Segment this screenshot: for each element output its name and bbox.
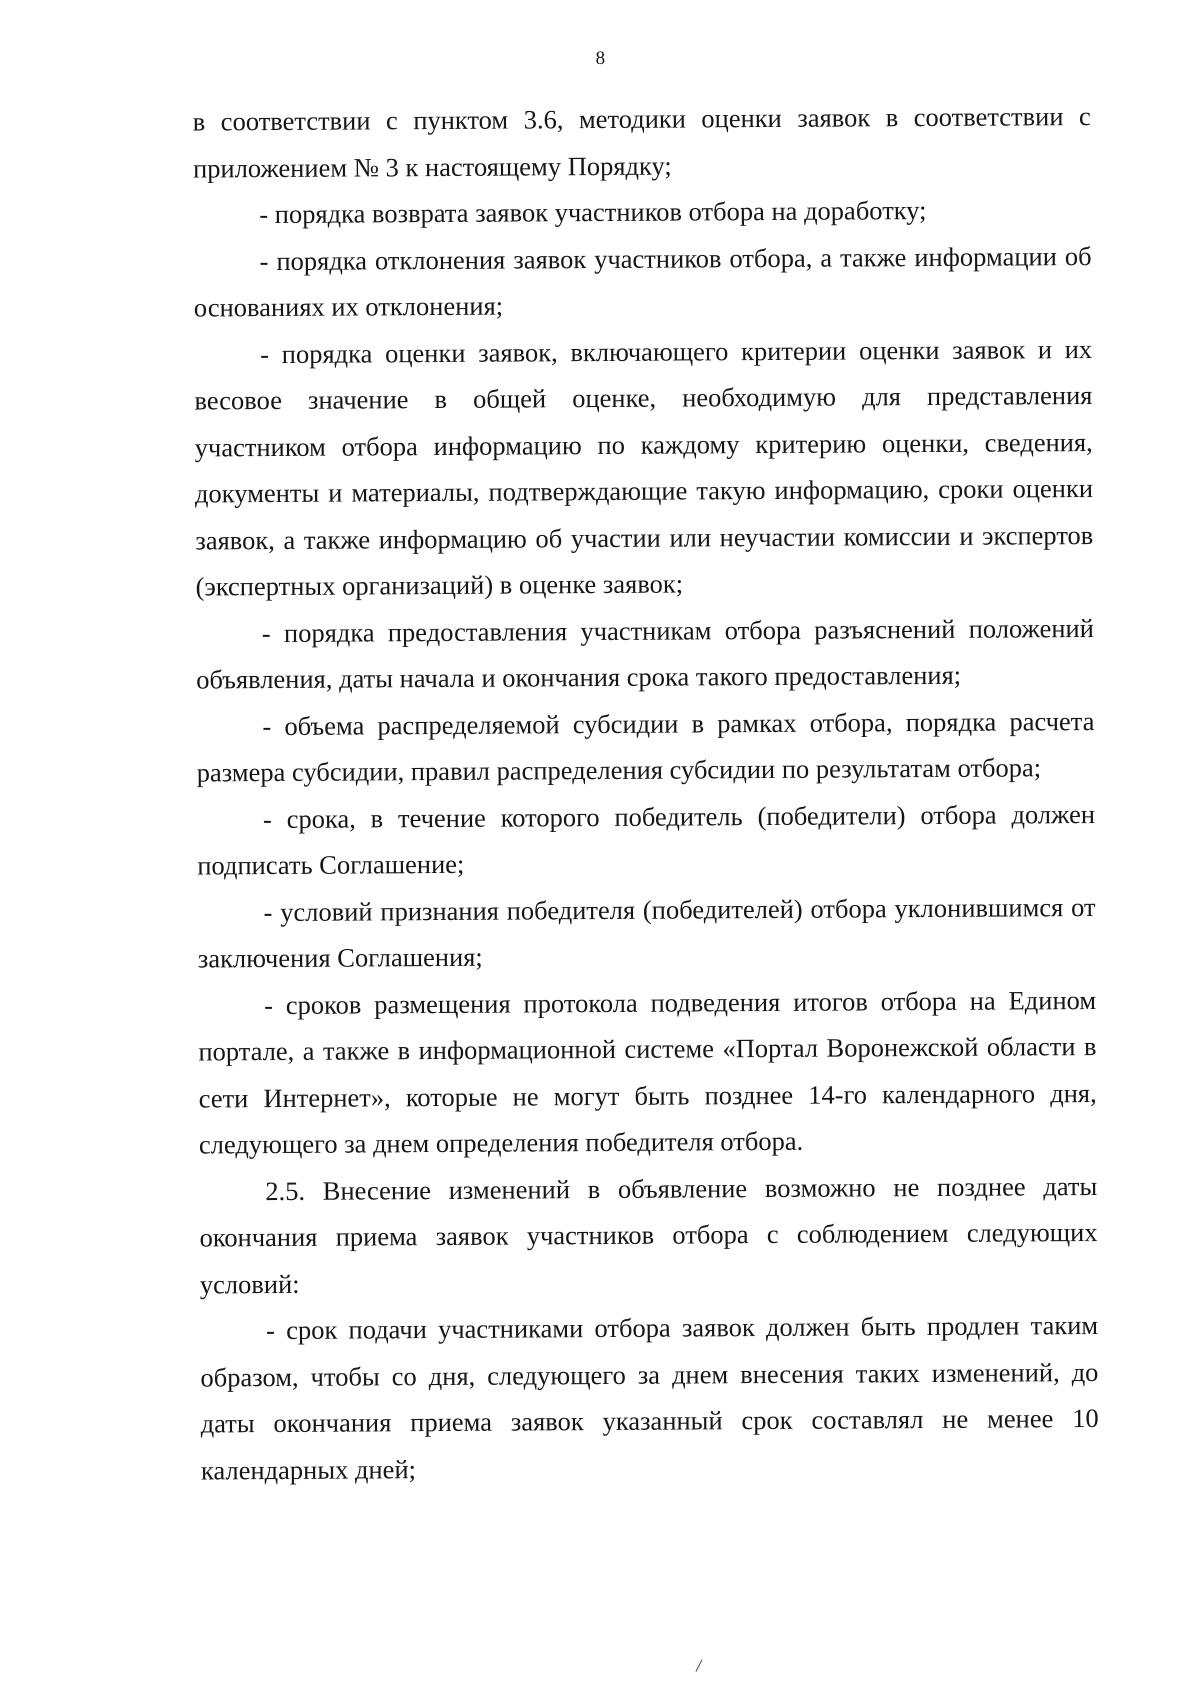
page-number: 8 bbox=[595, 47, 606, 70]
paragraph-item-signing-term: - срока, в течение которого победитель (победители) отбора должен подписать Соглашение; bbox=[197, 798, 1096, 881]
document-body bbox=[1, 92, 1200, 1494]
paragraph-item-clarifications: - порядка предоставления участникам отбора разъяснений положений объявления, даты начала и окончания срока такого предоставления; bbox=[196, 612, 1094, 695]
paragraph-item-evasion-conditions: - условий признания победителя (победителей) отбора уклонившимся от заключения Соглашения; bbox=[197, 891, 1096, 974]
paragraph-item-subsidy-volume: - объема распределяемой субсидии в рамках отбора, порядка расчета размера субсидии, правил распределения субсидии по результатам отбора; bbox=[196, 705, 1095, 788]
paragraph-item-protocol-publication: - сроков размещения протокола подведения итогов отбора на Едином портале, а также в информационной системе «Портал Воронежской области в сети Интернет», которые не могут быть позднее 14-го календарного дня, следующего за днем определения победителя отбора. bbox=[198, 984, 1097, 1160]
paragraph-item-return-order: - порядка возврата заявок участников отбора на доработку; bbox=[259, 195, 927, 230]
footer-mark: / bbox=[696, 1655, 702, 1676]
paragraph-section-2-5: 2.5. Внесение изменений в объявление возможно не позднее даты окончания приема заявок участников отбора с соблюдением следующих условий: bbox=[199, 1170, 1098, 1299]
paragraph-continuation: в соответствии с пунктом 3.6, методики оценки заявок в соответствии с приложением № 3 к настоящему Порядку; bbox=[192, 101, 1091, 183]
paragraph-item-evaluation-order: - порядка оценки заявок, включающего критерии оценки заявок и их весовое значение в общей оценке, необходимую для представления участником отбора информацию по каждому критерию оценки, сведения, документы и материалы, подтверждающие такую информацию, сроки оценки заявок, а также информацию об участии или неучастии комиссии и экспертов (экспертных организаций) в оценке заявок; bbox=[194, 333, 1094, 602]
paragraph-item-rejection-order: - порядка отклонения заявок участников отбора, а также информации об основаниях их отклонения; bbox=[193, 240, 1092, 323]
paragraph-item-deadline-extension: - срок подачи участниками отбора заявок должен быть продлен таким образом, чтобы со дня, следующего за днем внесения таких изменений, до даты окончания приема заявок указанный срок составлял не менее 10 календарных дней; bbox=[200, 1309, 1099, 1485]
